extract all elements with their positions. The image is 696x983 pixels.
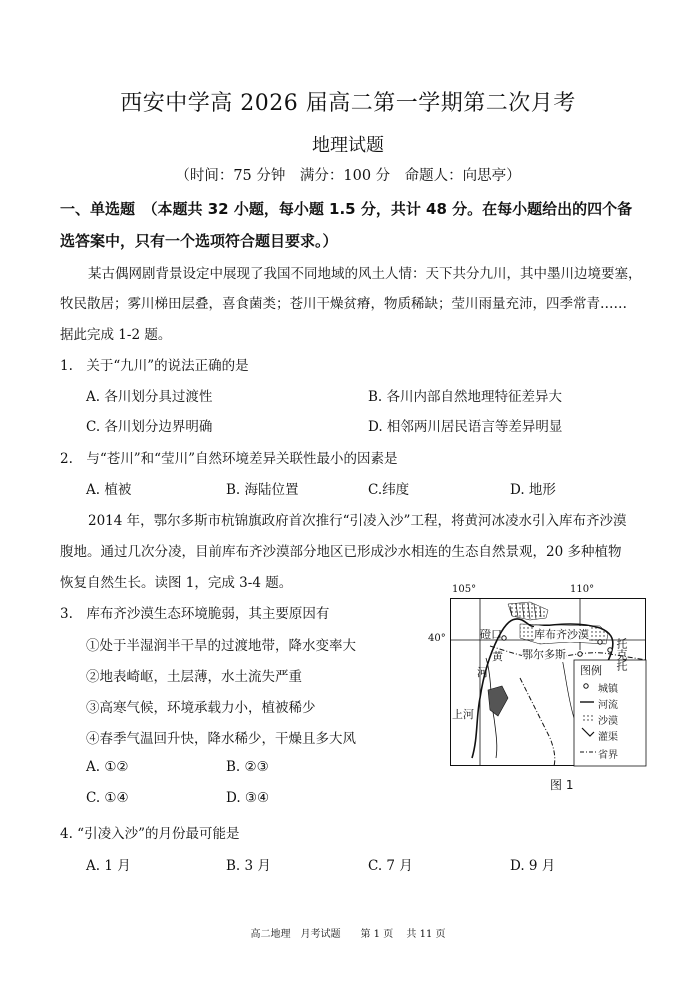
q3-option-a: A. ①② [86, 759, 129, 775]
passage1-line3: 据此完成 1-2 题。 [60, 327, 172, 343]
q2-stem: 2. 与“苍川”和“莹川”自然环境差异关联性最小的因素是 [60, 451, 398, 467]
legend-title: 图例 [580, 664, 602, 677]
q1-stem: 1. 关于“九川”的说法正确的是 [60, 358, 249, 374]
q1-option-d: D. 相邻两川居民语言等差异明显 [368, 419, 563, 435]
q4-option-d: D. 9 月 [510, 858, 556, 874]
lon-105-label: 105° [452, 584, 477, 595]
q3-option-c: C. ①④ [86, 790, 129, 806]
q3-statement-3: ③高寒气候，环境承载力小，植被稀少 [86, 700, 316, 716]
page-footer: 高二地理 月考试题 第 1 页 共 11 页 [250, 929, 446, 940]
q3-stem: 3. 库布齐沙漠生态环境脆弱，其主要原因有 [60, 606, 330, 622]
q2-option-a: A. 植被 [86, 482, 132, 498]
legend-town: 城镇 [598, 684, 618, 695]
section-heading-line1: 一、单选题 （本题共 32 小题，每小题 1.5 分，共计 48 分。在每小题给出的四个备 [60, 200, 633, 218]
q3-statement-2: ②地表崎岖，土层薄，水土流失严重 [86, 669, 302, 685]
passage2-line1: 2014 年，鄂尔多斯市杭锦旗政府首次推行“引凌入沙”工程，将黄河冰凌水引入库布齐沙漠 [88, 513, 627, 529]
figure1-map [428, 584, 646, 766]
q4-option-a: A. 1 月 [86, 858, 131, 874]
lat-40-label: 40° [428, 633, 446, 644]
map-label-dengkou: 磴口 [480, 628, 502, 641]
q3-statement-4: ④春季气温回升快，降水稀少，干燥且多大风 [86, 731, 356, 747]
q2-option-d: D. 地形 [510, 482, 556, 498]
map-label-tuoketuo: 托克托 [615, 638, 628, 671]
q1-option-a: A. 各川划分具过渡性 [86, 389, 213, 405]
q1-option-b: B. 各川内部自然地理特征差异大 [368, 389, 563, 405]
q4-stem: 4. “引凌入沙”的月份最可能是 [60, 826, 240, 842]
passage1-line1: 某古偶网剧背景设定中展现了我国不同地域的风土人情：天下共分九川，其中墨川边境要塞， [88, 266, 642, 282]
q4-option-b: B. 3 月 [226, 858, 271, 874]
map-label-he: 河 [477, 666, 488, 679]
section-heading-line2: 选答案中，只有一个选项符合题目要求。） [60, 232, 338, 250]
passage2-line2: 腹地。通过几次分凌，目前库布齐沙漠部分地区已形成沙水相连的生态自然景观，20 多种植物 [60, 544, 622, 560]
legend-canal: 灌渠 [598, 732, 618, 743]
q2-option-b: B. 海陆位置 [226, 482, 299, 498]
passage1-line2: 牧民散居；雾川梯田层叠，喜食菌类；苍川干燥贫瘠，物质稀缺；莹川雨量充沛，四季常青…… [60, 296, 627, 312]
q3-statement-1: ①处于半湿润半干旱的过渡地带，降水变率大 [86, 638, 356, 654]
q4-option-c: C. 7 月 [368, 858, 413, 874]
figure1-caption: 图 1 [550, 778, 574, 792]
map-label-shanghe: 上河 [452, 708, 474, 721]
passage2-line3: 恢复自然生长。读图 1，完成 3-4 题。 [60, 575, 293, 591]
q2-option-c: C.纬度 [368, 482, 410, 498]
q1-option-c: C. 各川划分边界明确 [86, 419, 213, 435]
exam-meta: （时间：75 分钟 满分：100 分 命题人：向思亭） [175, 168, 521, 184]
exam-title: 西安中学高 2026 届高二第一学期第二次月考 [120, 91, 576, 116]
map-label-huang: 黄 [492, 650, 503, 663]
legend-desert: 沙漠 [598, 716, 618, 727]
exam-subtitle: 地理试题 [312, 135, 384, 156]
legend-river: 河流 [598, 700, 618, 711]
map-label-ordos: 鄂尔多斯 [522, 648, 566, 661]
legend-border: 省界 [598, 750, 618, 761]
q3-option-d: D. ③④ [226, 790, 270, 806]
lon-110-label: 110° [570, 584, 595, 595]
map-label-kubuqi: 库布齐沙漠 [534, 628, 589, 641]
q3-option-b: B. ②③ [226, 759, 269, 775]
